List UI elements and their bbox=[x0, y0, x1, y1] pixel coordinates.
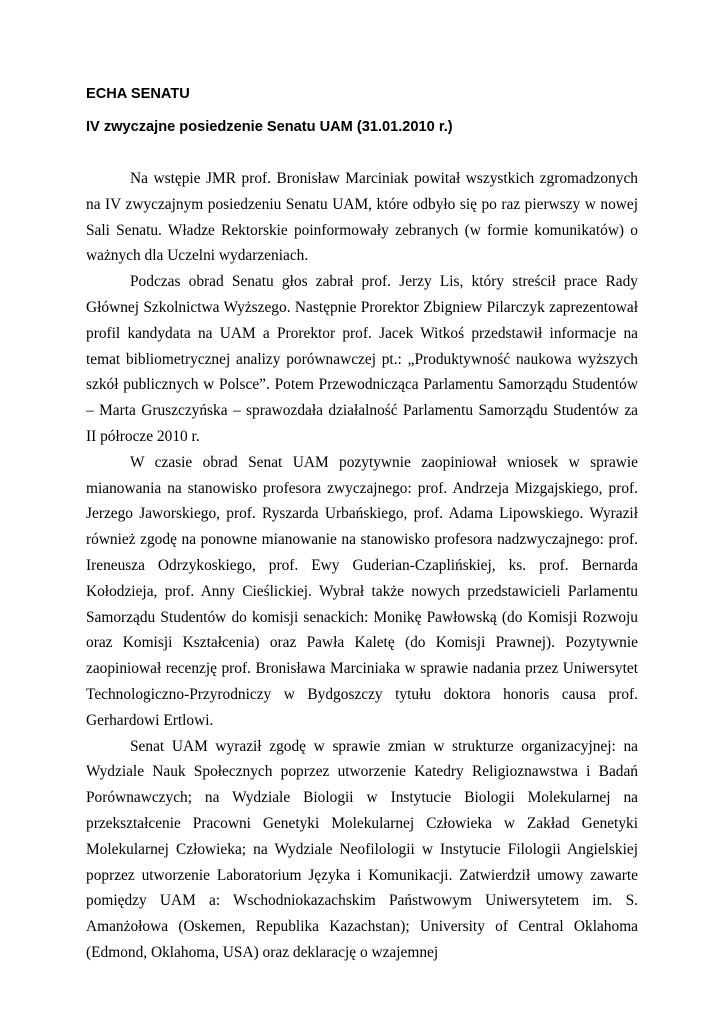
paragraph-speeches: Podczas obrad Senatu głos zabrał prof. Jerzy Lis, który streścił prace Rady Głównej Szkolnictwa Wyższego. Następnie Prorektor Zbigniew Pilarczyk zaprezentował profil kandydata na UAM a Prorektor prof. Jacek Witkoś przedstawił informacje na temat bibliometrycznej analizy porównawczej pt.: „Produktywność naukowa wyższych szkół publicznych w Polsce”. Potem Przewodnicząca Parlamentu Samorządu Studentów – Marta Gruszczyńska – sprawozdała działalność Parlamentu Samorządu Studentów za II półrocze 2010 r. bbox=[86, 273, 638, 445]
meeting-title: IV zwyczajne posiedzenie Senatu UAM (31.01.2010 r.) bbox=[86, 119, 453, 135]
section-title: ECHA SENATU bbox=[86, 86, 190, 102]
paragraph-welcome: Na wstępie JMR prof. Bronisław Marciniak powitał wszystkich zgromadzonych na IV zwyczajnym posiedzeniu Senatu UAM, które odbyło się po raz pierwszy w nowej Sali Senatu. Władze Rektorskie poinformowały zebranych (w formie komunikatów) o ważnych dla Uczelni wydarzeniach. bbox=[86, 170, 638, 265]
paragraph-structure: Senat UAM wyraził zgodę w sprawie zmian w strukturze organizacyjnej: na Wydziale Nauk Społecznych poprzez utworzenie Katedry Religioznawstwa i Badań Porównawczych; na Wydziale Biologii w Instytucie Biologii Molekularnej na przekształcenie Pracowni Genetyki Molekularnej Człowieka w Zakład Genetyki Molekularnej Człowieka; na Wydziale Neofilologii w Instytucie Filologii Angielskiej poprzez utworzenie Laboratorium Języka i Komunikacji. Zatwierdził umowy zawarte pomiędzy UAM a: Wschodniokazachskim Państwowym Uniwersytetem im. S. Amanżołowa (Oskemen, Republika Kazachstan); University of Central Oklahoma (Edmond, Oklahoma, USA) oraz deklarację o wzajemnej bbox=[86, 737, 638, 961]
body-text bbox=[86, 166, 638, 966]
paragraph-nominations: W czasie obrad Senat UAM pozytywnie zaopiniował wniosek w sprawie mianowania na stanowisko profesora zwyczajnego: prof. Andrzeja Mizgajskiego, prof. Jerzego Jaworskiego, prof. Ryszarda Urbańskiego, prof. Adama Lipowskiego. Wyraził również zgodę na ponowne mianowanie na stanowisko profesora nadzwyczajnego: prof. Ireneusza Odrzykoskiego, prof. Ewy Guderian-Czaplińskiej, ks. prof. Bernarda Kołodzieja, prof. Anny Cieślickiej. Wybrał także nowych przedstawicieli Parlamentu Samorządu Studentów do komisji senackich: Monikę Pawłowską (do Komisji Rozwoju oraz Komisji Kształcenia) oraz Pawła Kaletę (do Komisji Prawnej). Pozytywnie zaopiniował recenzję prof. Bronisława Marciniaka w sprawie nadania przez Uniwersytet Technologiczno-Przyrodniczy w Bydgoszczy tytułu doktora honoris causa prof. Gerhardowi Ertlowi. bbox=[86, 453, 638, 729]
